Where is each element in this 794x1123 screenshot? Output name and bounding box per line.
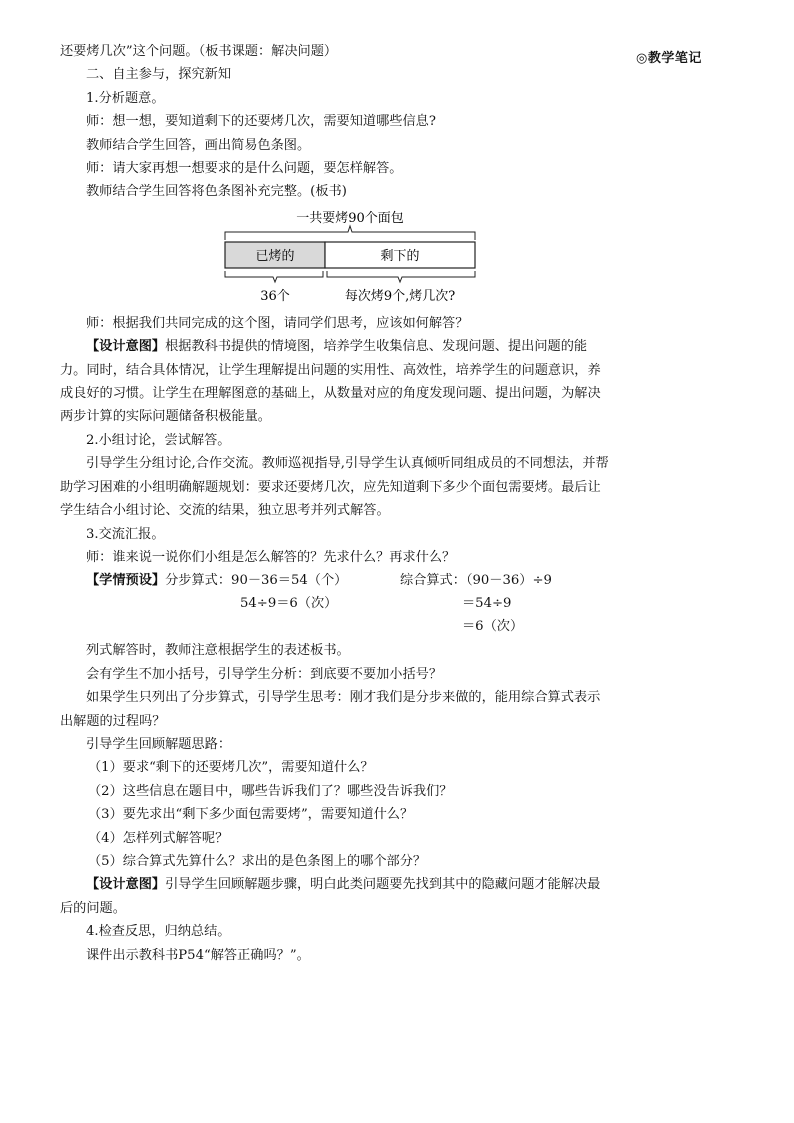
formula-step-line — [86, 569, 347, 592]
combined-formula-1: 综合算式：（90－36）÷9 — [400, 573, 552, 589]
design-intent-paragraph — [60, 873, 612, 920]
guide-question: （5）综合算式先算什么？求出的是色条图上的哪个部分？ — [88, 853, 427, 869]
step-formula-2: 54÷9＝6（次） — [240, 596, 338, 612]
text-line: 还要烤几次”这个问题。（板书课题：解决问题） — [60, 44, 338, 59]
guide-question: （2）这些信息在题目中，哪些告诉我们了？哪些没告诉我们？ — [88, 783, 453, 799]
text-line: 课件出示教科书P54“解答正确吗？”。 — [86, 947, 310, 963]
question-label: 每次烤9个,烤几次? — [344, 288, 456, 304]
formula-block — [60, 569, 612, 639]
section-heading: 二、自主参与，探究新知 — [86, 67, 232, 83]
remaining-brace — [327, 271, 475, 282]
guide-question: （4）怎样列式解答呢？ — [88, 830, 229, 846]
text-line: 教师结合学生回答将色条图补充完整。(板书) — [86, 184, 347, 200]
text-line: 师：请大家再想一想要求的是什么问题，要怎样解答。 — [86, 161, 403, 177]
text-line: 会有学生不加小括号，引导学生分析：到底要不要加小括号？ — [86, 666, 443, 682]
text-line: 师：谁来说一说你们小组是怎么解答的？先求什么？再求什么？ — [86, 549, 456, 565]
design-intent-tag: 【设计意图】 — [86, 339, 166, 355]
design-intent-paragraph — [60, 335, 612, 429]
text-line: 如果学生只列出了分步算式，引导学生思考：刚才我们是分步来做的，能用综合算式表示出解题的过程吗？ — [60, 690, 601, 729]
design-intent-tag: 【设计意图】 — [86, 877, 166, 893]
text-line: 引导学生回顾解题思路： — [86, 736, 232, 752]
baked-label: 已烤的 — [255, 248, 295, 264]
text-line: 师：根据我们共同完成的这个图，请同学们思考，应该如何解答？ — [86, 315, 469, 331]
combined-formula-3: ＝6（次） — [462, 619, 524, 635]
lesson-content — [60, 40, 612, 967]
total-brace — [225, 226, 475, 240]
step-heading: 1.分析题意。 — [86, 90, 165, 106]
text-line: 引导学生分组讨论,合作交流。教师巡视指导,引导学生认真倾听同组成员的不同想法，并帮助学习困难的小组明确解题规划：要求还要烤几次，应先知道剩下多少个面包需要烤。最后让学生结合小组讨论、交流的结果，独立思考并列式解答。 — [60, 456, 609, 519]
text-line: 列式解答时，教师注意根据学生的表述板书。 — [86, 643, 350, 659]
guide-question: （1）要求“剩下的还要烤几次”，需要知道什么？ — [88, 760, 374, 776]
step-heading: 2.小组讨论，尝试解答。 — [86, 432, 231, 448]
preset-tag: 【学情预设】 — [86, 573, 166, 589]
text-line: 教师结合学生回答，画出简易色条图。 — [86, 137, 311, 153]
baked-brace — [225, 271, 323, 282]
combined-formula-2: ＝54÷9 — [462, 596, 512, 612]
text-line: 师：想一想，要知道剩下的还要烤几次，需要知道哪些信息? — [86, 114, 436, 130]
step-formula-1: 分步算式：90－36＝54（个） — [165, 573, 348, 589]
guide-question: （3）要先求出“剩下多少面包需要烤”，需要知道什么？ — [88, 807, 414, 823]
bar-diagram — [220, 208, 480, 306]
teaching-notes-label: ◎教学笔记 — [636, 51, 702, 66]
step-heading: 4.检查反思，归纳总结。 — [86, 924, 231, 940]
remaining-label: 剩下的 — [380, 248, 420, 264]
baked-count-label: 36个 — [260, 288, 290, 304]
total-label: 一共要烤90个面包 — [296, 210, 404, 226]
design-intent-text: 引导学生回顾解题步骤，明白此类问题要先找到其中的隐藏问题才能解决最后的问题。 — [60, 877, 601, 916]
step-heading: 3.交流汇报。 — [86, 526, 165, 542]
design-intent-text: 根据教科书提供的情境图，培养学生收集信息、发现问题、提出问题的能力。同时，结合具体情况，让学生理解提出问题的实用性、高效性，培养学生的问题意识，养成良好的习惯。让学生在理解图意的基础上，从数量对应的角度发现问题、提出问题，为解决两步计算的实际问题储备积极能量。 — [60, 339, 601, 425]
